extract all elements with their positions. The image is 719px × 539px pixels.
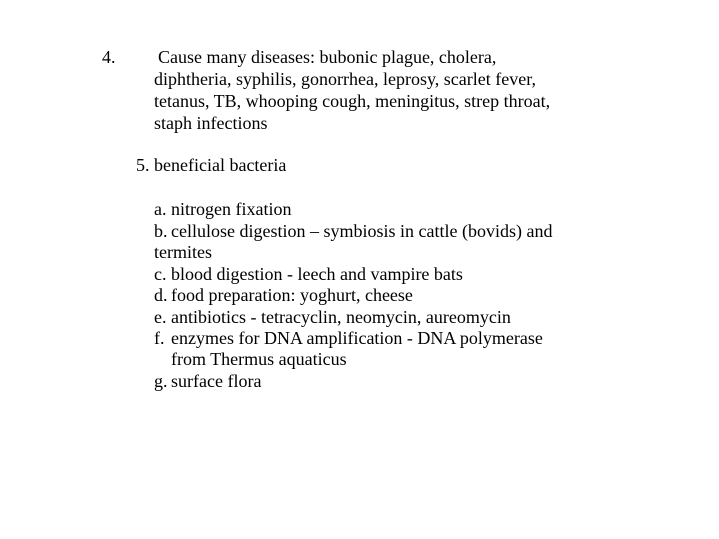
item-5-number: 5.	[136, 155, 150, 175]
item-4-text-line: Cause many diseases: bubonic plague, cholera,	[158, 47, 497, 67]
item-4-text-line: staph infections	[154, 113, 268, 133]
subitem-e-letter: e.	[154, 307, 167, 327]
subitem-e-text: antibiotics - tetracyclin, neomycin, aureomycin	[171, 307, 511, 327]
subitem-b-text: cellulose digestion – symbiosis in cattle (bovids) and	[171, 221, 553, 241]
item-4-number: 4.	[102, 47, 116, 67]
item-5-label: beneficial bacteria	[154, 155, 287, 175]
item-4-text-line: diphtheria, syphilis, gonorrhea, leprosy, scarlet fever,	[154, 69, 536, 89]
subitem-f-letter: f.	[154, 328, 165, 348]
subitem-g-text: surface flora	[171, 371, 262, 391]
subitem-f-text: enzymes for DNA amplification - DNA polymerase	[171, 328, 543, 348]
subitem-a-text: nitrogen fixation	[171, 199, 292, 219]
subitem-d-letter: d.	[154, 285, 168, 305]
subitem-g-letter: g.	[154, 371, 168, 391]
subitem-f-continuation: from Thermus aquaticus	[171, 349, 347, 369]
subitem-b-letter: b.	[154, 221, 168, 241]
subitem-b-continuation: termites	[154, 242, 212, 262]
subitem-c-text: blood digestion - leech and vampire bats	[171, 264, 463, 284]
subitem-a-letter: a.	[154, 199, 167, 219]
subitem-d-text: food preparation: yoghurt, cheese	[171, 285, 413, 305]
item-4-text-line: tetanus, TB, whooping cough, meningitus, strep throat,	[154, 91, 551, 111]
subitem-c-letter: c.	[154, 264, 167, 284]
